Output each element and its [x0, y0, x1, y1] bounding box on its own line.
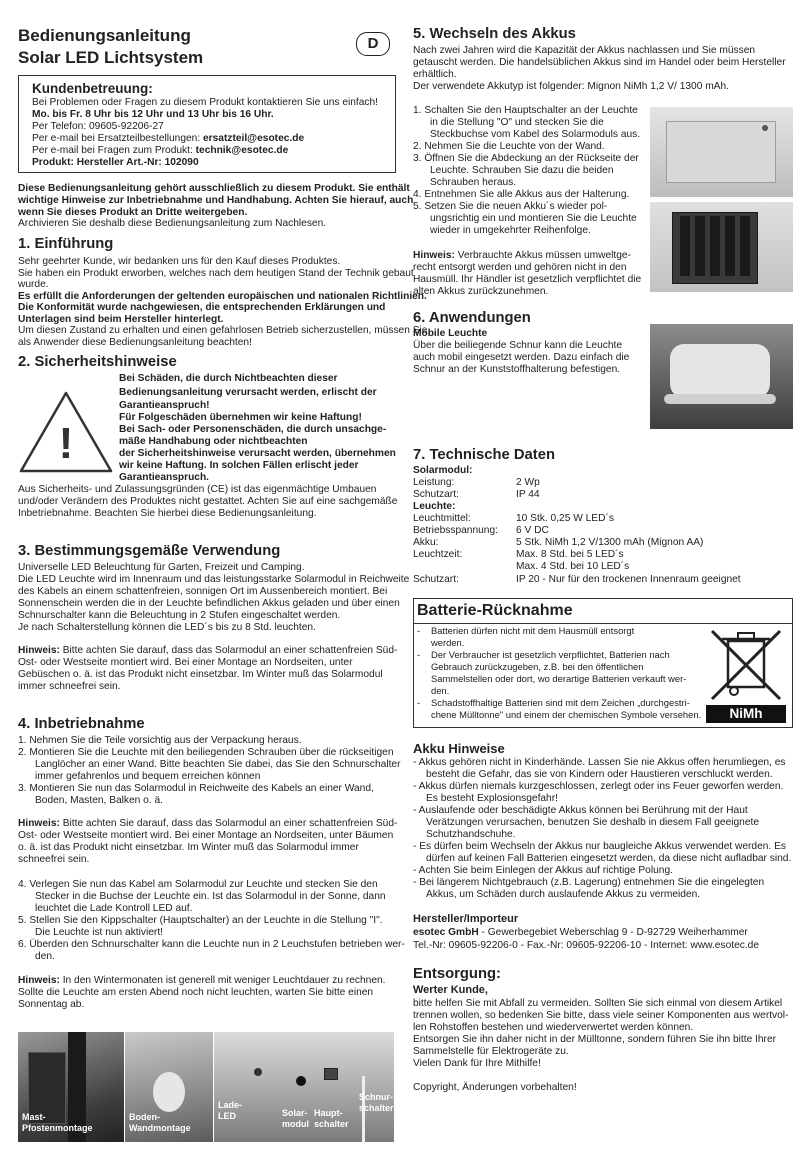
s1-l4: Es erfüllt die Anforderungen der geltenden europäischen und nationalen Richtlinien.: [18, 291, 427, 302]
s4-i1: 1. Nehmen Sie die Teile vorsichtig aus der Verpackung heraus.: [18, 735, 302, 746]
cs-hours: Mo. bis Fr. 8 Uhr bis 12 Uhr und 13 Uhr bis 16 Uhr.: [32, 109, 274, 120]
b3a: Schadstoffhaltige Batterien sind mit dem Zeichen „durchgestri-: [431, 697, 690, 708]
charge-led-shape: [254, 1068, 262, 1076]
label-mast-2: Pfostenmontage: [22, 1123, 93, 1133]
tech-key: Leistung:: [413, 477, 455, 488]
s2-p2: und/oder Verändern des Produktes nicht gestattet. Achten Sie auf eine sachgemäße: [18, 496, 398, 507]
s5-l4: Der verwendete Akkutyp ist folgender: Mignon NiMh 1,2 V/ 1300 mAh.: [413, 81, 729, 92]
crossed-bin-icon: [706, 627, 786, 703]
s4-i3b: Boden, Masten, Balken o. ä.: [35, 795, 163, 806]
battery-cell-2: [695, 216, 705, 276]
cs-tech: Per e-mail bei Fragen zum Produkt: technik@esotec.de: [32, 145, 289, 156]
akku-a4b: dürfen auf keinen Fall Batterien eingesetzt werden, da diese nicht aufladbar sind.: [426, 853, 792, 864]
lamp-body-shape: [670, 344, 770, 398]
disposal-l2: trennen wollen, so bedenken Sie bitte, dass viele seiner Komponenten aus wertvol-: [413, 1010, 789, 1021]
photo-lamp-controls: [214, 1032, 394, 1142]
b2b: Gebrauch zurückzugeben, z.B. bei den öffentlichen: [431, 661, 644, 672]
s6-l2: auch mobil eingesetzt werden. Dazu einfach die: [413, 352, 630, 363]
tech-value: 10 Stk. 0,25 W LED´s: [516, 513, 614, 524]
b2d: den.: [431, 685, 450, 696]
label-mast-1: Mast-: [22, 1112, 46, 1122]
b2c: Sammelstellen oder dort, wo derartige Batterien verkauft wer-: [431, 673, 687, 684]
doc-subtitle: Solar LED Lichtsystem: [18, 48, 204, 67]
photo-ground-mount: [125, 1032, 213, 1142]
screw-shape: [762, 125, 768, 131]
section-5-heading: 5. Wechseln des Akkus: [413, 26, 576, 42]
s5-i5a: 5. Setzen Sie die neuen Akku´s wieder pol-: [413, 201, 608, 212]
disposal-heading: Entsorgung:: [413, 966, 501, 982]
s5-i3b: Leuchte. Schrauben Sie dazu die beiden: [430, 165, 614, 176]
s5-hint-1: Hinweis: Verbrauchte Akkus müssen umweltge-: [413, 250, 631, 261]
s5-i5c: wieder in umgekehrter Reihenfolge.: [430, 225, 591, 236]
section-6-heading: 6. Anwendungen: [413, 310, 531, 326]
cs-spare-parts: Per e-mail bei Ersatzteilbestellungen: ersatzteil@esotec.de: [32, 133, 305, 144]
akku-a3c: Schutzhandschuhe.: [426, 829, 516, 840]
s4-hint-1: Hinweis: Bitte achten Sie darauf, dass das Solarmodul an einer schattenfreien Süd-: [18, 818, 398, 829]
manufacturer-contact: Tel.-Nr: 09605-92206-0 - Fax.-Nr: 09605-92206-10 - Internet: www.esotec.de: [413, 940, 759, 951]
tech-key: Schutzart:: [413, 489, 459, 500]
manufacturer-address: esotec GmbH - Gewerbegebiet Weberschlag 9 - D-92729 Weiherhammer: [413, 927, 748, 938]
tech-solar-label: Solarmodul:: [413, 465, 473, 476]
label-lade-2: LED: [218, 1111, 236, 1121]
battery-cell-1: [680, 216, 690, 276]
b1a: Batterien dürfen nicht mit dem Hausmüll entsorgt: [431, 625, 635, 636]
spare-parts-email[interactable]: ersatzteil@esotec.de: [203, 133, 305, 144]
s2-p3: Inbetriebnahme. Beachten Sie hierbei diese Bedienungsanleitung.: [18, 508, 317, 519]
tech-value: 2 Wp: [516, 477, 540, 488]
s5-hint-2: recht entsorgt werden und gehören nicht in den: [413, 262, 627, 273]
s5-l1: Nach zwei Jahren wird die Kapazität der Akkus nachlassen und Sie müssen: [413, 45, 756, 56]
akku-a5: - Achten Sie beim Einlegen der Akkus auf richtige Polung.: [413, 865, 673, 876]
s1-l3: wurde.: [18, 279, 49, 290]
s6-l1: Über die beiliegende Schnur kann die Leuchte: [413, 340, 622, 351]
photo-mobile-lamp: [650, 324, 793, 429]
tech-key: Betriebsspannung:: [413, 525, 498, 536]
section-4-heading: 4. Inbetriebnahme: [18, 716, 145, 732]
main-switch-shape: [324, 1068, 338, 1080]
cs-product: Produkt: Hersteller Art.-Nr: 102090: [32, 157, 199, 168]
s5-i1a: 1. Schalten Sie den Hauptschalter an der Leuchte: [413, 105, 638, 116]
language-badge: D: [356, 32, 390, 56]
label-boden-2: Wandmontage: [129, 1123, 191, 1133]
disposal-l1: bitte helfen Sie mit Abfall zu vermeiden. Sollten Sie sich einmal von diesem Artikel: [413, 998, 783, 1009]
disposal-l6: Vielen Dank für Ihre Mithilfe!: [413, 1058, 541, 1069]
customer-service-heading: Kundenbetreuung:: [32, 81, 153, 96]
intro-notice-3: wenn Sie dieses Produkt an Dritte weitergeben.: [18, 207, 248, 218]
disposal-l4: Entsorgen Sie ihn daher nicht in der Mülltonne, sondern führen Sie ihn bitte Ihrer: [413, 1034, 777, 1045]
s4-hint-2: Ost- oder Westseite montiert wird. Bei einer Montage an Nordseiten, unter Bäumen: [18, 830, 394, 841]
tech-key: Leuchtzeit:: [413, 549, 463, 560]
tech-value: IP 44: [516, 489, 540, 500]
warning-symbol: !: [58, 419, 74, 468]
intro-notice-4: Archivieren Sie deshalb diese Bedienungsanleitung zum Nachlesen.: [18, 218, 327, 229]
s2-w6: mäße Handhabung oder nichtbeachten: [119, 436, 308, 447]
s4-i2b: Langlöcher an einer Wand. Bitte beachten Sie dabei, das Sie den Schnurschalter: [35, 759, 401, 770]
manufacturer-heading: Hersteller/Importeur: [413, 913, 519, 925]
copyright: Copyright, Änderungen vorbehalten!: [413, 1082, 577, 1093]
tech-key: Schutzart:: [413, 574, 459, 585]
s5-i4: 4. Entnehmen Sie alle Akkus aus der Halterung.: [413, 189, 630, 200]
s5-i3c: Schrauben heraus.: [430, 177, 517, 188]
dash: -: [417, 697, 421, 708]
dash: -: [417, 625, 421, 636]
cs-line-1: Bei Problemen oder Fragen zu diesem Produkt kontaktieren Sie uns einfach!: [32, 97, 379, 108]
warning-triangle-icon: [18, 390, 114, 474]
cover-plate-shape: [666, 121, 776, 183]
label-haupt-2: schalter: [314, 1119, 349, 1129]
s5-l2: getauscht werden. Die handelsüblichen Akkus sind im Handel oder beim Hersteller: [413, 57, 786, 68]
akku-a3b: Verätzungen verursachen, benutzen Sie deshalb in diesem Fall geeignete: [426, 817, 760, 828]
s4-winter-1: Hinweis: In den Wintermonaten ist generell mit weniger Leuchtdauer zu rechnen.: [18, 975, 386, 986]
s4-i2a: 2. Montieren Sie die Leuchte mit den beiliegenden Schrauben über die rückseitigen: [18, 747, 394, 758]
photo-mast-mount: [18, 1032, 124, 1142]
tech-value: IP 20 - Nur für den trockenen Innenraum geeignet: [516, 574, 741, 585]
s5-i3a: 3. Öffnen Sie die Abdeckung an der Rückseite der: [413, 153, 639, 164]
s1-l7: Um diesen Zustand zu erhalten und einen gefahrlosen Betrieb sicherzustellen, müssen Sie: [18, 325, 428, 336]
akku-a6a: - Bei längerem Nichtgebrauch (z.B. Lagerung) entnehmen Sie die eingelegten: [413, 877, 765, 888]
label-schnur-1: Schnur-: [359, 1092, 394, 1102]
s4-i4b: Stecker in die Buchse der Leuchte ein. Ist das Solarmodul in der Sonne, dann: [35, 891, 386, 902]
tech-value: 5 Stk. NiMh 1,2 V/1300 mAh (Mignon AA): [516, 537, 704, 548]
label-schnur-2: schalter: [359, 1103, 394, 1113]
akku-a6b: Akkus, um Schäden durch auslaufende Akkus zu vermeiden.: [426, 889, 701, 900]
s5-hint-3: Hausmüll. Ihr Händler ist gesetzlich verpflichtet die: [413, 274, 642, 285]
battery-return-heading: Batterie-Rücknahme: [417, 602, 573, 619]
akku-a1a: - Akkus gehören nicht in Kinderhände. Lassen Sie nie Akkus offen herumliegen, es: [413, 757, 786, 768]
s3-l5: Schnurschalter kann die Beleuchtung in 2 Stufen eingeschaltet werden.: [18, 610, 341, 621]
label-lade-1: Lade-: [218, 1100, 243, 1110]
s3-l4: Sonnenschein werden die in der Leuchte befindlichen Akkus geladen und über einen: [18, 598, 400, 609]
disposal-l5: Sammelstelle für Elektrogeräte zu.: [413, 1046, 569, 1057]
s4-i6b: den.: [35, 951, 55, 962]
disposal-l3: len Rohstoffen bestehen und wiederverwertet werden können.: [413, 1022, 694, 1033]
s1-l2: Sie haben ein Produkt erworben, welches nach dem heutigen Stand der Technik gebaut: [18, 268, 414, 279]
battery-cell-4: [725, 216, 735, 276]
mount-bracket-shape: [153, 1072, 185, 1112]
s1-l1: Sehr geehrter Kunde, wir bedanken uns für den Kauf dieses Produktes.: [18, 256, 341, 267]
s5-i5b: ungsrichtig ein und montieren Sie die Leuchte: [430, 213, 637, 224]
s5-i1b: in die Stellung "O" und stecken Sie die: [430, 117, 604, 128]
battery-cell-5: [740, 216, 750, 276]
solar-socket-shape: [296, 1076, 306, 1086]
disposal-sub: Werter Kunde,: [413, 984, 488, 996]
b3b: chene Mülltonne" und einem der chemischen Symbole versehen.: [431, 709, 702, 720]
doc-title: Bedienungsanleitung: [18, 26, 191, 45]
s1-l8: als Anwender diese Bedienungsanleitung beachten!: [18, 337, 252, 348]
s1-l6: Unterlagen sind beim Hersteller hinterlegt.: [18, 314, 224, 325]
section-7-heading: 7. Technische Daten: [413, 447, 555, 463]
photo-battery-holder: [650, 202, 793, 292]
s6-sub: Mobile Leuchte: [413, 328, 488, 339]
tech-value: Max. 8 Std. bei 5 LED´s: [516, 549, 624, 560]
tech-lamp-label: Leuchte:: [413, 501, 456, 512]
s2-w1: Bei Schäden, die durch Nichtbeachten dieser: [119, 373, 338, 384]
nimh-label: NiMh: [706, 705, 786, 723]
s4-i5b: Die Leuchte ist nun aktiviert!: [35, 927, 163, 938]
s3-l2: Die LED Leuchte wird im Innenraum und das leistungsstarke Solarmodul in Reichweite: [18, 574, 410, 585]
customer-service-box: [18, 75, 396, 173]
battery-return-box: [413, 598, 793, 728]
s6-l3: Schnur an der Kunststoffhalterung befestigen.: [413, 364, 621, 375]
battery-cell-3: [710, 216, 720, 276]
s1-l5: Die Konformität wurde nachgewiesen, die entsprechenden Erklärungen und: [18, 302, 386, 313]
dash: -: [417, 649, 421, 660]
intro-notice-1: Diese Bedienungsanleitung gehört ausschließlich zu diesem Produkt. Sie enthält: [18, 183, 410, 194]
s2-w8: wir keine Haftung. In solchen Fällen erlischt jeder: [119, 460, 359, 471]
s5-hint-4: alten Akkus zurückzunehmen.: [413, 286, 549, 297]
s4-i6a: 6. Überden den Schnurschalter kann die Leuchte nun in 2 Leuchstufen betrieben wer-: [18, 939, 405, 950]
s2-w7: der Sicherheitshinweise verursacht werden, übernehmen: [119, 448, 396, 459]
label-boden-1: Boden-: [129, 1112, 160, 1122]
s4-i4c: leuchtet die Lade Kontroll LED auf.: [35, 903, 193, 914]
b1b: werden.: [431, 637, 465, 648]
s2-w5: Bei Sach- oder Personenschäden, die durch unsachge-: [119, 424, 387, 435]
b2a: Der Verbraucher ist gesetzlich verpflichtet, Batterien nach: [431, 649, 670, 660]
s2-w2: Bedienungsanleitung verursacht werden, erlischt der: [119, 387, 377, 398]
s5-l3: erhältlich.: [413, 69, 457, 80]
s2-w3: Garantieanspruch!: [119, 400, 210, 411]
s2-p1: Aus Sicherheits- und Zulassungsgründen (CE) ist das eigenmächtige Umbauen: [18, 484, 377, 495]
cs-phone: Per Telefon: 09605-92206-27: [32, 121, 164, 132]
akku-a1b: besteht die Gefahr, das sie von Kindern oder Haustieren verschluckt werden.: [426, 769, 773, 780]
s4-i3a: 3. Montieren Sie nun das Solarmodul in Reichweite des Kabels an einer Wand,: [18, 783, 374, 794]
s5-i2: 2. Nehmen Sie die Leuchte von der Wand.: [413, 141, 605, 152]
intro-notice-2: wichtige Hinweise zur Inbetriebnahme und Handhabung. Achten Sie hierauf, auch: [18, 195, 414, 206]
s2-w4: Für Folgeschäden übernehmen wir keine Haftung!: [119, 412, 362, 423]
s4-i4a: 4. Verlegen Sie nun das Kabel am Solarmodul zur Leuchte und stecken Sie den: [18, 879, 378, 890]
akku-a2a: - Akkus dürfen niemals kurzgeschlossen, zerlegt oder ins Feuer geworfen werden.: [413, 781, 784, 792]
section-2-heading: 2. Sicherheitshinweise: [18, 354, 177, 370]
section-3-heading: 3. Bestimmungsgemäße Verwendung: [18, 543, 281, 559]
s2-w9: Garantieanspruch.: [119, 472, 210, 483]
s4-winter-2: Sollte die Leuchte am ersten Abend noch nicht leuchten, warten Sie bitte einen: [18, 987, 374, 998]
photo-battery-cover: [650, 107, 793, 197]
tech-value: 6 V DC: [516, 525, 549, 536]
akku-a3a: - Auslaufende oder beschädigte Akkus können bei Berührung mit der Haut: [413, 805, 748, 816]
akku-heading: Akku Hinweise: [413, 741, 505, 756]
s3-l1: Universelle LED Beleuchtung für Garten, Freizeit und Camping.: [18, 562, 305, 573]
s4-i2c: immer gefahrenlos und bequem erreichen können: [35, 771, 261, 782]
s4-winter-3: Sonnentag ab.: [18, 999, 85, 1010]
label-solar-1: Solar-: [282, 1108, 308, 1118]
tech-email[interactable]: technik@esotec.de: [195, 145, 289, 156]
label-haupt-1: Haupt-: [314, 1108, 343, 1118]
section-1-heading: 1. Einführung: [18, 236, 114, 252]
akku-a2b: Es besteht Explosionsgefahr!: [426, 793, 558, 804]
s4-hint-3: o. ä. ist das Produkt nicht einsetzbar. Im Winter muß das Solarmodul immer: [18, 842, 359, 853]
label-solar-2: modul: [282, 1119, 309, 1129]
s3-l6: Je nach Schalterstellung können die LED´s bis zu 8 Std. leuchten.: [18, 622, 316, 633]
s3-l3: des Kabels an einem schattenfreien, sonnigen Ort im Aussenbereich montiert. Bei: [18, 586, 388, 597]
tech-value: Max. 4 Std. bei 10 LED´s: [516, 561, 630, 572]
s3-hint-4: immer schneefrei sein.: [18, 681, 121, 692]
tech-key: Akku:: [413, 537, 439, 548]
battery-divider: [414, 623, 792, 624]
s3-hint-2: Ost- oder Westseite montiert wird. Bei einer Montage an Nordseiten, unter: [18, 657, 353, 668]
s3-hint-1: Hinweis: Bitte achten Sie darauf, dass das Solarmodul an einer schattenfreien Süd-: [18, 645, 398, 656]
tech-key: Leuchtmittel:: [413, 513, 471, 524]
s4-hint-4: schneefrei sein.: [18, 854, 90, 865]
s5-i1c: Steckbuchse vom Kabel des Solarmoduls aus.: [430, 129, 641, 140]
s3-hint-3: Gebüschen o. ä. ist das Produkt nicht einsetzbar. Im Winter muß das Solarmodul: [18, 669, 383, 680]
akku-a4a: - Es dürfen beim Wechseln der Akkus nur baugleiche Akkus verwendet werden. Es: [413, 841, 786, 852]
s4-i5a: 5. Stellen Sie den Kippschalter (Hauptschalter) an der Leuchte in die Stellung "I".: [18, 915, 383, 926]
cord-shape: [664, 394, 776, 404]
